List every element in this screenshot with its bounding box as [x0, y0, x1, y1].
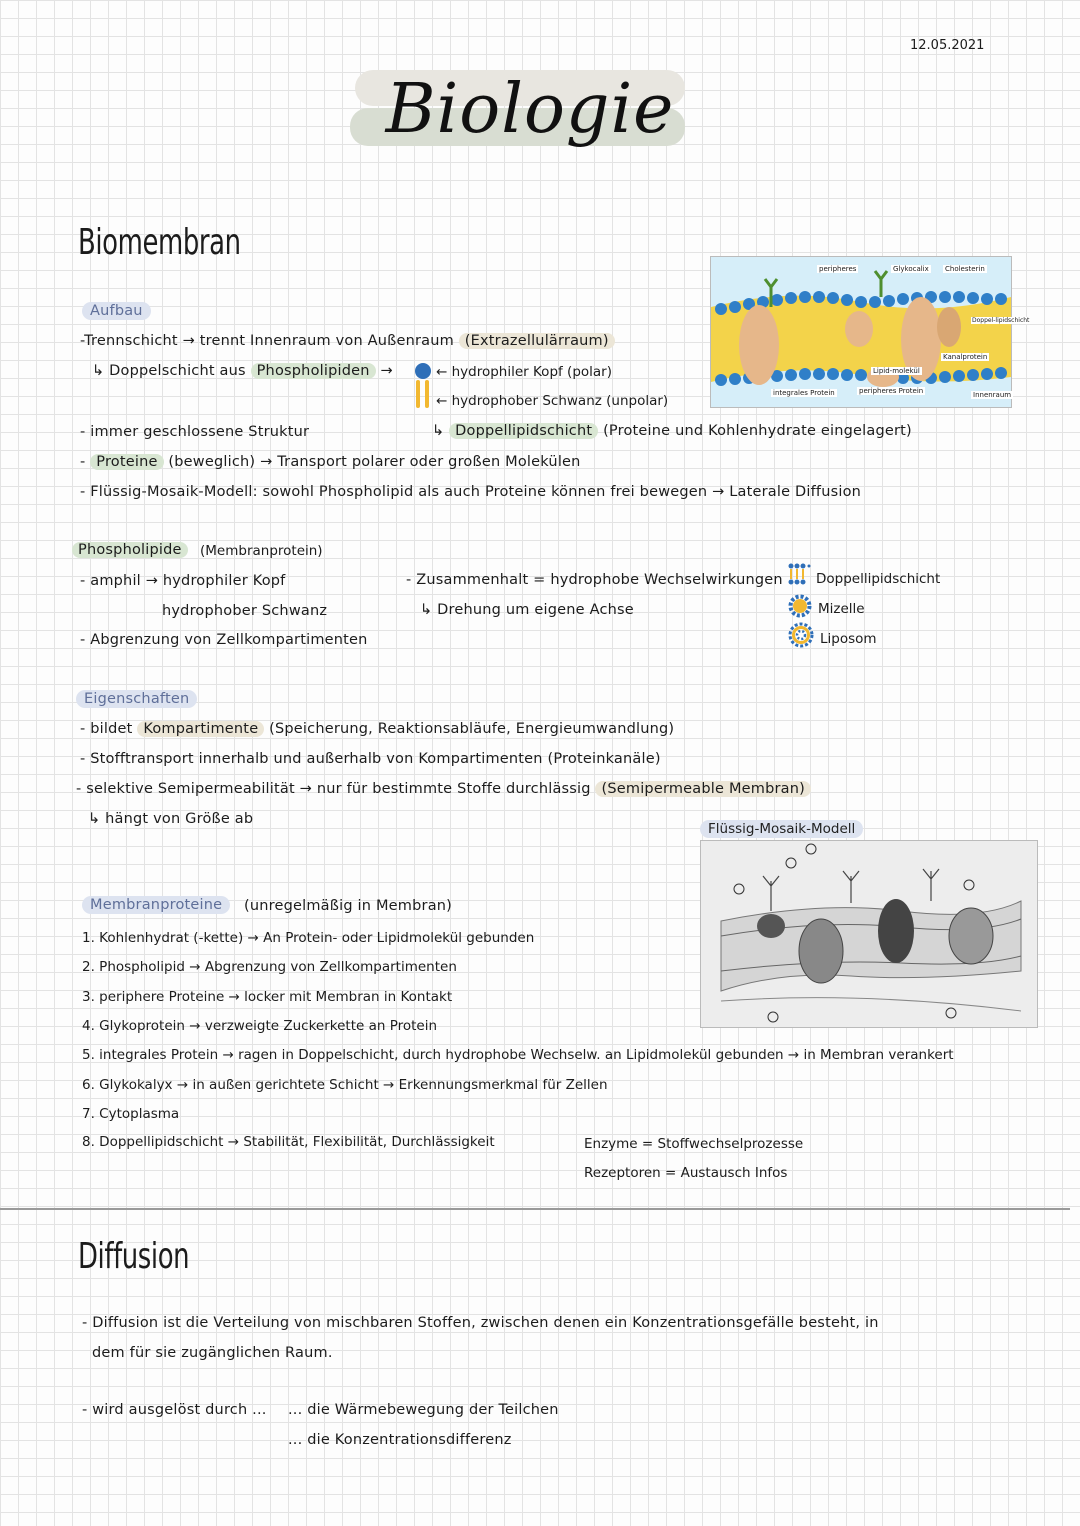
membranproteine-sub: (unregelmäßig in Membran)	[244, 898, 453, 914]
label-eigenschaften: Eigenschaften	[76, 690, 197, 708]
membranprotein-item-8: 8. Doppellipidschicht → Stabilität, Flexibilität, Durchlässigkeit	[82, 1134, 495, 1150]
aufbau-line-4	[80, 454, 581, 470]
liposom-label: Liposom	[820, 631, 877, 647]
phospholipide-right-2: ↳ Drehung um eigene Achse	[420, 602, 634, 618]
diffusion-paragraph-1: - Diffusion ist die Verteilung von mischbaren Stoffen, zwischen denen ein Konzentrationsgefälle besteht, in	[82, 1315, 879, 1331]
diffusion-line-1: - wird ausgelöst durch ...	[82, 1402, 267, 1418]
enzyme-note: Enzyme = Stoffwechselprozesse	[584, 1136, 804, 1152]
eigenschaften-line-1-text: - bildet	[80, 721, 133, 737]
date: 12.05.2021	[910, 38, 985, 53]
label-aufbau: Aufbau	[82, 302, 151, 320]
eigenschaften-line-4: ↳ hängt von Größe ab	[88, 811, 254, 827]
label-phospholipide: Phospholipide	[72, 542, 188, 558]
aufbau-line-3b-highlight: Doppellipidschicht	[449, 423, 598, 439]
diffusion-line-2: ... die Wärmebewegung der Teilchen	[288, 1402, 559, 1418]
label-fluessig-mosaik-modell: Flüssig-Mosaik-Modell	[700, 820, 863, 838]
eigenschaften-line-3-text: - selektive Semipermeabilität → nur für bestimmte Stoffe durchlässig	[76, 781, 591, 797]
aufbau-line-4-text: (beweglich) → Transport polarer oder großen Molekülen	[168, 454, 581, 470]
phospholipid-icon	[410, 362, 436, 412]
doppellipidschicht-icon	[788, 563, 810, 585]
aufbau-line-1-highlight: (Extrazellulärraum)	[459, 333, 615, 349]
aufbau-line-3b	[432, 423, 912, 439]
membranprotein-item-1: 1. Kohlenhydrat (-kette) → An Protein- oder Lipidmolekül gebunden	[82, 930, 535, 946]
aufbau-line-3b-arrow: ↳	[432, 423, 445, 439]
membranprotein-item-7: 7. Cytoplasma	[82, 1106, 180, 1122]
diffusion-paragraph-2: dem für sie zugänglichen Raum.	[92, 1345, 333, 1361]
diagram-label-cholesterin: Cholesterin	[945, 265, 985, 273]
fluid-mosaic-sketch	[700, 840, 1038, 1028]
aufbau-line-2-arrow: →	[380, 363, 393, 379]
doppellipidschicht-label: Doppellipidschicht	[816, 571, 941, 587]
section-divider	[0, 1208, 1070, 1210]
phospholipide-right-1: - Zusammenhalt = hydrophobe Wechselwirkungen	[406, 572, 783, 588]
aufbau-line-5: - Flüssig-Mosaik-Modell: sowohl Phospholipid als auch Proteine können frei bewegen → Laterale Diffusion	[80, 484, 862, 500]
diagram-label-peripheres: peripheres	[819, 265, 857, 273]
phospholipide-line-3: - Abgrenzung von Zellkompartimenten	[80, 632, 368, 648]
diagram-label-glykocalix: Glykocalix	[893, 265, 929, 273]
aufbau-line-4-dash: -	[80, 454, 86, 470]
mizelle-icon	[788, 594, 812, 618]
aufbau-line-3: - immer geschlossene Struktur	[80, 424, 310, 440]
aufbau-line-1	[80, 333, 615, 349]
eigenschaften-line-1-rest: (Speicherung, Reaktionsabläufe, Energieumwandlung)	[269, 721, 675, 737]
fluid-mosaic-sketch-drawing	[701, 841, 1037, 1027]
diagram-label-kanalprotein: Kanalprotein	[943, 353, 988, 361]
eigenschaften-line-1	[80, 721, 674, 737]
diagram-label-integrales-protein: integrales Protein	[773, 389, 835, 397]
membrane-diagram	[710, 256, 1030, 408]
liposom-icon	[788, 622, 814, 648]
membranprotein-item-3: 3. periphere Proteine → locker mit Membran in Kontakt	[82, 989, 453, 1005]
aufbau-line-4-highlight: Proteine	[90, 454, 163, 470]
eigenschaften-line-2: - Stofftransport innerhalb und außerhalb von Kompartimenten (Proteinkanäle)	[80, 751, 661, 767]
aufbau-line-2	[92, 363, 393, 379]
label-membranproteine: Membranproteine	[82, 896, 230, 914]
rezeptoren-note: Rezeptoren = Austausch Infos	[584, 1165, 788, 1181]
page-title: Biologie	[385, 70, 675, 149]
section-heading-biomembran: Biomembran	[78, 222, 241, 263]
membranprotein-item-2: 2. Phospholipid → Abgrenzung von Zellkompartimenten	[82, 959, 457, 975]
eigenschaften-line-3-highlight: (Semipermeable Membran)	[595, 781, 811, 797]
aufbau-line-3b-text: (Proteine und Kohlenhydrate eingelagert)	[603, 423, 912, 439]
diagram-label-innenraum: Innenraum	[973, 391, 1012, 399]
hydrophiler-kopf-label: ← hydrophiler Kopf (polar)	[436, 364, 612, 380]
aufbau-line-1-text: -Trennschicht → trennt Innenraum von Außenraum	[80, 333, 454, 349]
diagram-label-doppellipidschicht: Doppel-lipidschicht	[972, 317, 1030, 324]
section-heading-diffusion: Diffusion	[78, 1236, 190, 1277]
diagram-label-lipidmolekuel: Lipid-molekül	[873, 367, 920, 375]
membranprotein-item-5: 5. integrales Protein → ragen in Doppelschicht, durch hydrophobe Wechselw. an Lipidmolekül gebunden → in Membran verankert	[82, 1047, 954, 1063]
eigenschaften-line-1-highlight: Kompartimente	[137, 721, 264, 737]
hydrophober-schwanz-label: ← hydrophober Schwanz (unpolar)	[436, 393, 669, 409]
diffusion-line-3: ... die Konzentrationsdifferenz	[288, 1432, 512, 1448]
aufbau-line-2-highlight: Phospholipiden	[251, 363, 376, 379]
aufbau-line-2-text: ↳ Doppelschicht aus	[92, 363, 246, 379]
mizelle-label: Mizelle	[818, 601, 865, 617]
membranprotein-item-6: 6. Glykokalyx → in außen gerichtete Schicht → Erkennungsmerkmal für Zellen	[82, 1077, 608, 1093]
phospholipide-sub: (Membranprotein)	[200, 543, 323, 559]
phospholipide-line-2: hydrophober Schwanz	[162, 603, 328, 619]
membranprotein-item-4: 4. Glykoprotein → verzweigte Zuckerkette an Protein	[82, 1018, 438, 1034]
membrane-diagram-drawing	[711, 257, 1011, 407]
diagram-label-peripheres-protein: peripheres Protein	[859, 387, 924, 395]
phospholipide-line-1: - amphil → hydrophiler Kopf	[80, 573, 286, 589]
eigenschaften-line-3	[76, 781, 811, 797]
